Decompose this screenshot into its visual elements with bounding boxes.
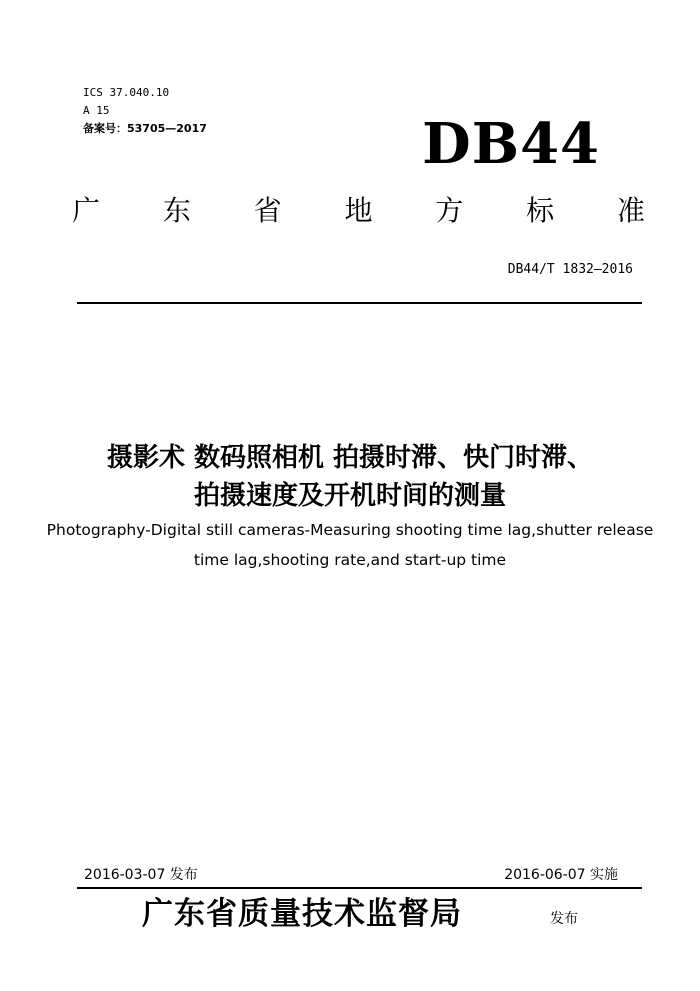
title-cn-line1: 摄影术 数码照相机 拍摄时滞、快门时滞、 xyxy=(106,443,594,473)
issue-label: 发布 xyxy=(550,911,578,927)
standard-type xyxy=(72,191,645,231)
standard-type-char: 东 xyxy=(162,194,191,227)
standard-type-char: 广 xyxy=(72,194,101,227)
title-cn-line2: 拍摄速度及开机时间的测量 xyxy=(193,481,506,511)
standard-type-char: 地 xyxy=(344,194,373,227)
issuing-authority: 广东省质量技术监督局 xyxy=(142,896,462,932)
record-number: 备案号：53705—2017 xyxy=(83,122,207,135)
implement-date: 2016-06-07 实施 xyxy=(504,867,618,883)
title-en-line2: time lag,shooting rate,and start-up time xyxy=(193,551,507,569)
footer-divider xyxy=(77,887,642,889)
db44-logo: DB44 xyxy=(422,111,600,177)
standard-type-char: 标 xyxy=(526,194,555,227)
standard-type-char: 方 xyxy=(435,194,464,227)
classification-code: A 15 xyxy=(83,104,110,117)
title-en-line1: Photography-Digital still cameras-Measuring shooting time lag,shutter release xyxy=(46,521,654,539)
publish-date: 2016-03-07 发布 xyxy=(84,867,198,883)
standard-number: DB44/T 1832—2016 xyxy=(507,262,633,277)
ics-code: ICS 37.040.10 xyxy=(83,86,170,99)
standard-type-char: 省 xyxy=(253,194,282,227)
standard-type-char: 准 xyxy=(616,194,645,227)
header-divider xyxy=(77,302,642,304)
